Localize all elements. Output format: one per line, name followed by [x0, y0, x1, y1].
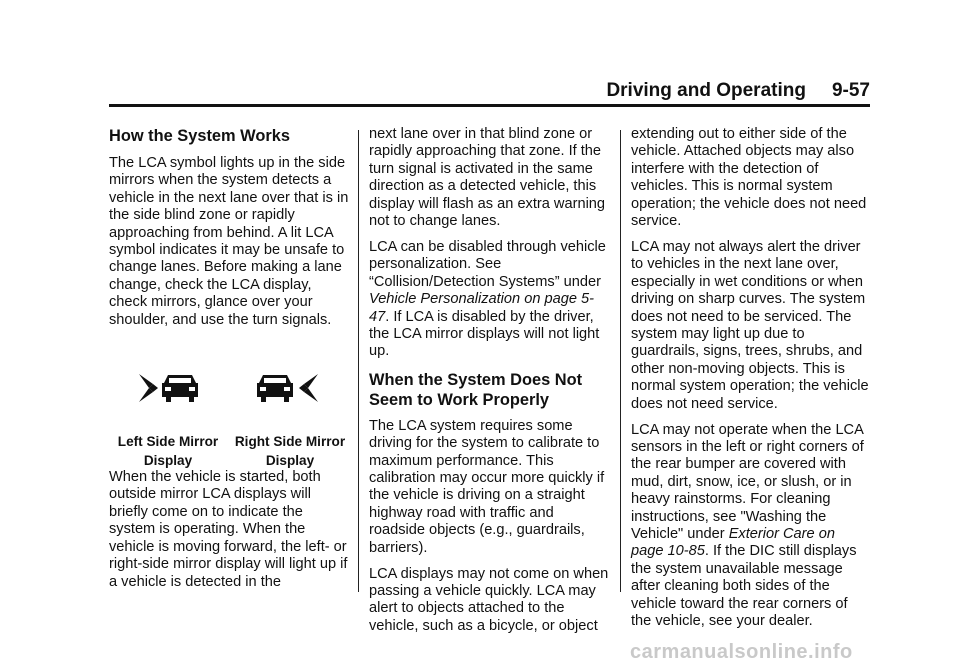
column-3 [631, 126, 871, 639]
column-1 [109, 126, 349, 599]
caption-left-line1: Left Side Mirror [117, 434, 219, 450]
paragraph [631, 422, 871, 631]
text: . If LCA is disabled by the driver, the LCA mirror displays will not light up. [369, 308, 600, 360]
paragraph: LCA displays may not come on when passing a vehicle quickly. LCA may alert to objects attached to the vehicle, such as a bicycle, or object [369, 565, 609, 634]
caption-left [107, 432, 229, 470]
caption-right [228, 432, 352, 470]
paragraph: next lane over in that blind zone or rapidly approaching that zone. If the turn signal is activated in the same direction as a detected vehicle, this display will flash as an extra warning not to change lanes. [369, 126, 606, 230]
column-2 [369, 126, 609, 644]
column-divider [620, 130, 621, 592]
lca-left-mirror-icon [136, 371, 202, 405]
cross-reference-link[interactable]: Vehicle Personalization on page 5-47 [369, 291, 594, 325]
paragraph: LCA may not always alert the driver to vehicles in the next lane over, especially in wet conditions or when driving on sharp curves. The system does not need to be serviced. The system may light up due to guardrails, signs, trees, shrubs, and other non-moving objects. This is normal system operation; the vehicle does not need service. [631, 238, 869, 412]
text: LCA can be disabled through vehicle personalization. See “Collision/Detection Systems” under [369, 238, 606, 290]
caption-right-line1: Right Side Mirror [234, 434, 346, 450]
page-number: 9-57 [831, 80, 870, 101]
cross-reference-link[interactable]: Exterior Care on page 10-85 [631, 525, 835, 560]
caption-left-line2: Display [143, 453, 193, 469]
section-title: Driving and Operating [606, 80, 806, 101]
header-rule [109, 104, 870, 107]
lca-right-mirror-icon [255, 371, 321, 405]
caption-right-line2: Display [265, 453, 315, 469]
text: LCA may not operate when the LCA sensors in the left or right corners of the rear bumper are covered with mud, dirt, snow, ice, or slush, or in heavy rainstorms. For cleaning instructions, see "Washing the Vehicle" under [631, 421, 864, 542]
section-heading: When the System Does Not Seem to Work Properly [369, 370, 583, 409]
text: . If the DIC still displays the system unavailable message after cleaning both sides of the vehicle toward the rear corners of the vehicle, see your dealer. [631, 543, 857, 629]
section-heading: How the System Works [109, 127, 290, 145]
paragraph [369, 239, 609, 361]
paragraph: The LCA symbol lights up in the side mirrors when the system detects a vehicle in the next lane over that is in the side blind zone or rapidly approaching from behind. A lit LCA symbol indicates it may be unsafe to change lanes. Before making a lane change, check the LCA display, check mirrors, glance over your shoulder, and use the turn signals. [109, 155, 349, 328]
page-header [0, 80, 870, 106]
lca-icons-figure [109, 345, 349, 469]
column-divider [358, 130, 359, 592]
watermark: carmanualsonline.info [630, 641, 853, 663]
paragraph: extending out to either side of the vehicle. Attached objects may also interfere with the detection of vehicles. This is normal system operation; the vehicle does not need service. [631, 126, 867, 230]
paragraph: The LCA system requires some driving for the system to calibrate to maximum performance. This calibration may occur more quickly if the vehicle is driving on a straight highway road with traffic and roadside objects (e.g., guardrails, barriers). [369, 417, 605, 556]
paragraph: When the vehicle is started, both outside mirror LCA displays will briefly come on to indicate the system is operating. When the vehicle is moving forward, the left- or right-side mirror display will light up if a vehicle is detected in the [109, 469, 348, 590]
